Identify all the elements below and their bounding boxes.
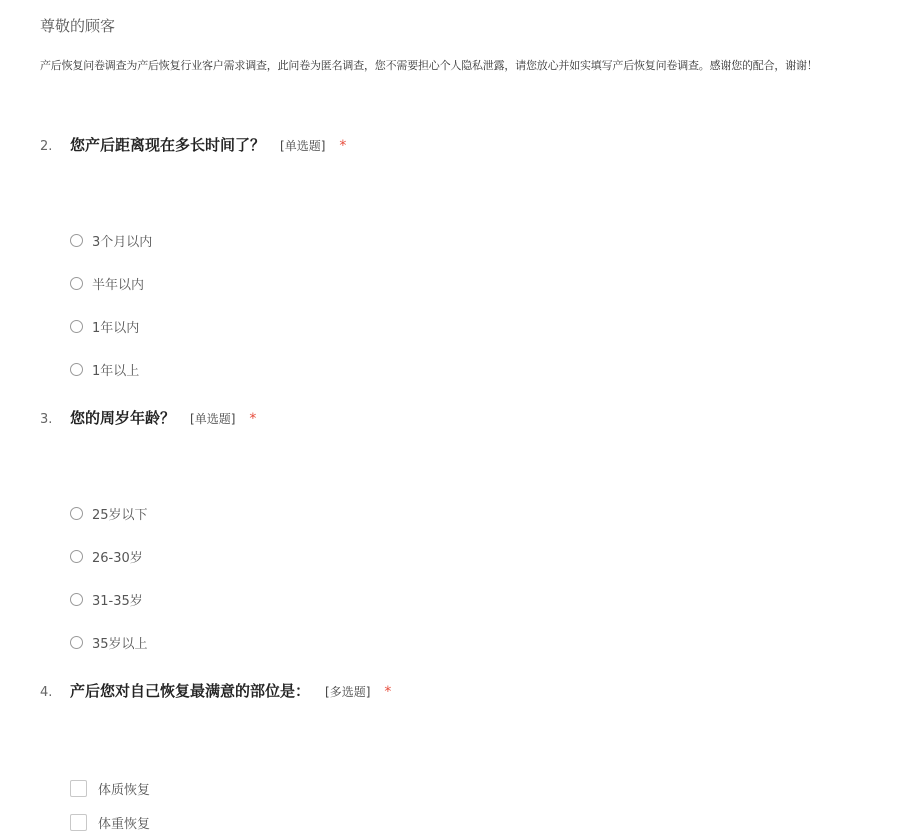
survey-intro-text: 产后恢复问卷调查为产后恢复行业客户需求调查，此问卷为匿名调查，您不需要担心个人隐私泄露，请您放心并如实填写产后恢复问卷调查。感谢您的配合，谢谢！ (40, 59, 818, 72)
option-label: 半年以内 (92, 277, 145, 293)
radio-button-icon[interactable] (70, 277, 83, 290)
question-type-label: [单选题] (190, 412, 236, 426)
question-title-row (40, 407, 890, 431)
option-radio[interactable] (70, 503, 148, 523)
question-title-row (40, 680, 890, 704)
question-text: 您产后距离现在多长时间了？ (70, 136, 266, 154)
radio-button-icon[interactable] (70, 507, 83, 520)
option-label: 1年以上 (92, 363, 140, 379)
option-label: 26-30岁 (92, 550, 143, 566)
greeting-heading: 尊敬的顾客 (40, 17, 116, 35)
question-type-label: [多选题] (325, 685, 371, 699)
radio-button-icon[interactable] (70, 636, 83, 649)
radio-button-icon[interactable] (70, 363, 83, 376)
option-label: 体重恢复 (98, 816, 151, 832)
option-radio[interactable] (70, 230, 152, 250)
question-type-label: [单选题] (280, 139, 326, 153)
radio-button-icon[interactable] (70, 320, 83, 333)
question-title-row (40, 134, 890, 158)
question-number: 2. (40, 139, 53, 154)
option-checkbox[interactable] (70, 778, 150, 798)
required-asterisk: * (249, 411, 257, 427)
option-label: 35岁以上 (92, 636, 148, 652)
option-label: 31-35岁 (92, 593, 143, 609)
option-radio[interactable] (70, 359, 139, 379)
option-label: 体质恢复 (98, 782, 151, 798)
checkbox-icon[interactable] (70, 780, 87, 797)
question-number: 3. (40, 412, 53, 427)
option-radio[interactable] (70, 632, 148, 652)
option-radio[interactable] (70, 589, 143, 609)
option-checkbox[interactable] (70, 812, 150, 832)
question-4 (40, 680, 890, 832)
option-radio[interactable] (70, 316, 139, 336)
option-radio[interactable] (70, 546, 143, 566)
radio-button-icon[interactable] (70, 593, 83, 606)
option-label: 3个月以内 (92, 234, 153, 250)
question-2 (40, 134, 890, 379)
question-text: 产后您对自己恢复最满意的部位是： (70, 682, 311, 700)
question-3 (40, 407, 890, 652)
question-number: 4. (40, 685, 53, 700)
radio-button-icon[interactable] (70, 550, 83, 563)
option-label: 25岁以下 (92, 507, 148, 523)
radio-button-icon[interactable] (70, 234, 83, 247)
required-asterisk: * (339, 138, 347, 154)
question-text: 您的周岁年龄？ (70, 409, 176, 427)
required-asterisk: * (384, 684, 392, 700)
checkbox-icon[interactable] (70, 814, 87, 831)
option-label: 1年以内 (92, 320, 140, 336)
option-radio[interactable] (70, 273, 144, 293)
